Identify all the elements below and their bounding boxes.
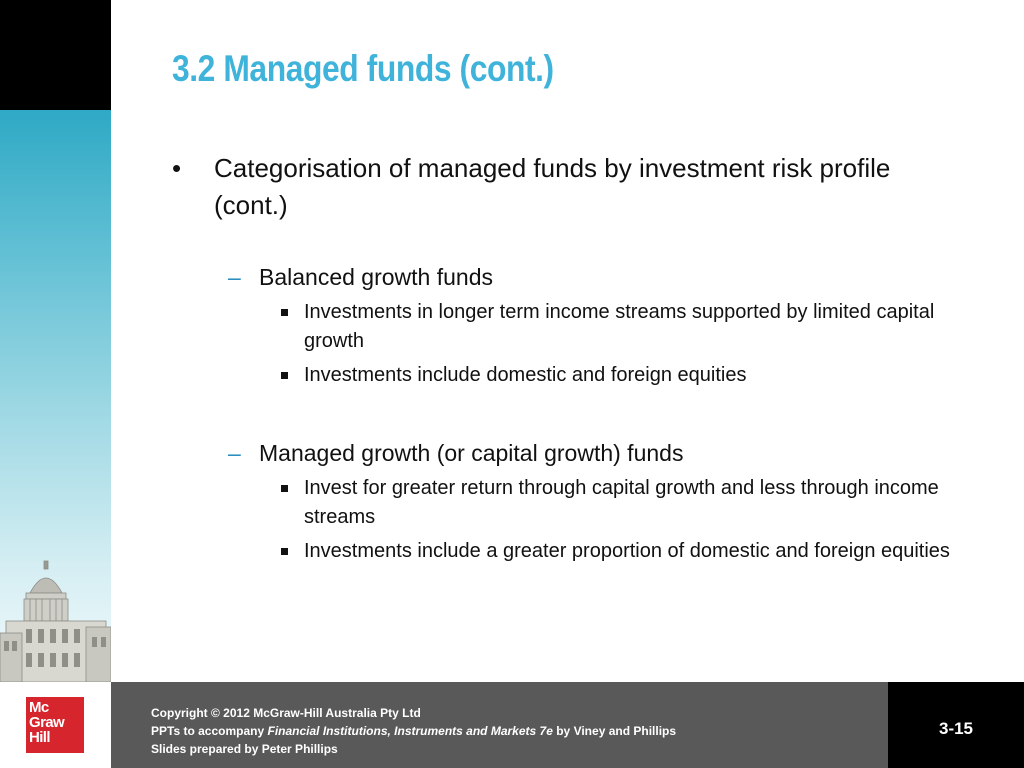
sub-sub-bullet xyxy=(172,537,952,566)
bullet-marker: • xyxy=(172,153,182,183)
slide-title: 3.2 Managed funds (cont.) xyxy=(172,48,554,89)
square-bullet-icon xyxy=(281,309,288,316)
logo-line: Hill xyxy=(29,729,50,746)
sub-sub-bullet xyxy=(172,298,952,356)
sub-sub-bullet-text: Investments in longer term income streams supported by limited capital growth xyxy=(304,301,935,352)
ppts-suffix: by Viney and Phillips xyxy=(552,724,677,738)
slide-number: 3-15 xyxy=(938,719,974,738)
sub-sub-bullet-text: Investments include a greater proportion of domestic and foreign equities xyxy=(304,540,950,562)
prepared-by-text: Slides prepared by Peter Phillips xyxy=(151,742,338,756)
footer-credits xyxy=(151,704,676,758)
dash-marker: – xyxy=(228,440,241,466)
logo-line: Graw xyxy=(29,714,65,731)
bullet-level1 xyxy=(172,150,952,224)
sub-bullet xyxy=(172,262,952,292)
bullet-text: Categorisation of managed funds by investment risk profile (cont.) xyxy=(214,153,891,220)
sub-sub-bullet-text: Investments include domestic and foreign equities xyxy=(304,364,747,386)
sub-sub-bullet xyxy=(172,474,952,532)
slide-content xyxy=(172,150,952,566)
sub-sub-bullet xyxy=(172,361,952,390)
book-title: Financial Institutions, Instruments and Markets 7e xyxy=(267,724,553,738)
sub-bullet-text: Managed growth (or capital growth) funds xyxy=(259,440,684,466)
sub-bullet-text: Balanced growth funds xyxy=(259,264,493,290)
building-icon xyxy=(0,555,111,682)
left-band-black xyxy=(0,0,111,110)
dash-marker: – xyxy=(228,264,241,290)
square-bullet-icon xyxy=(281,485,288,492)
square-bullet-icon xyxy=(281,372,288,379)
sub-sub-bullet-text: Invest for greater return through capital growth and less through income streams xyxy=(304,477,939,528)
ppts-line xyxy=(151,722,676,740)
square-bullet-icon xyxy=(281,548,288,555)
mcgraw-hill-logo xyxy=(26,697,84,753)
sub-bullet xyxy=(172,438,952,468)
logo-line: Mc xyxy=(29,699,49,716)
ppts-prefix: PPTs to accompany xyxy=(151,724,268,738)
copyright-text: Copyright © 2012 McGraw-Hill Australia Pty Ltd xyxy=(151,706,421,720)
